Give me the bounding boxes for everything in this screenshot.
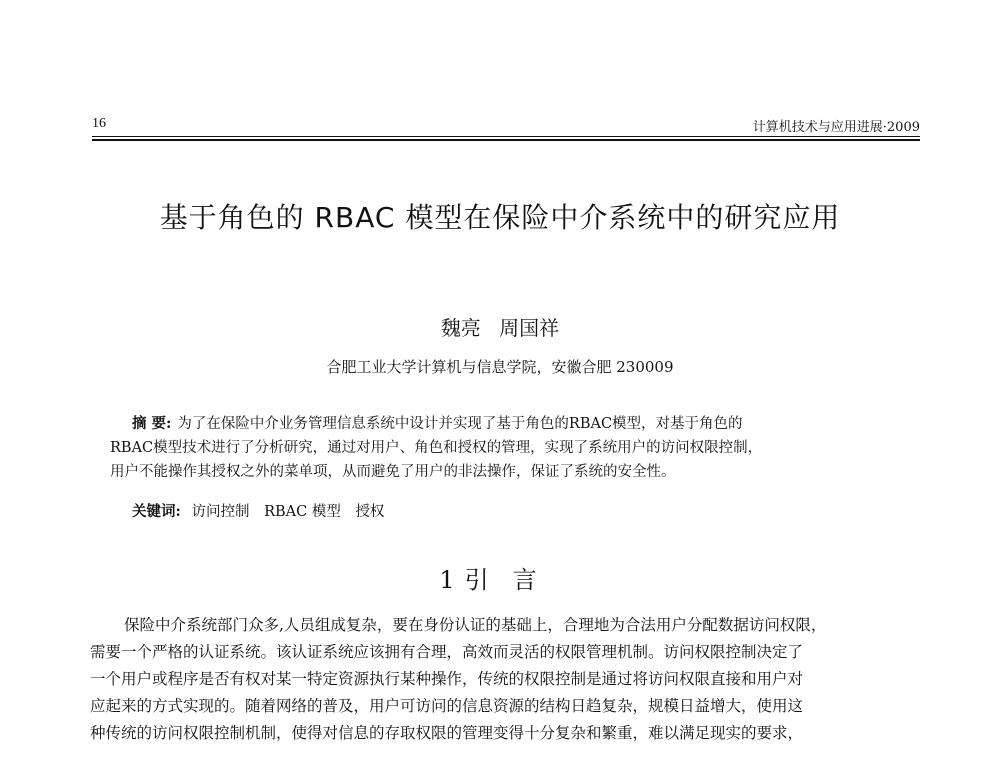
section-number: 1: [439, 566, 455, 594]
journal-name: 计算机技术与应用进展·2009: [752, 120, 920, 135]
running-header: [92, 116, 920, 136]
keyword-item: 授权: [355, 504, 385, 520]
body-text: [90, 612, 924, 747]
body-line: 一个用户或程序是否有权对某一特定资源执行某种操作，传统的权限控制是通过将访问权限直接和用户对: [90, 670, 804, 688]
body-line: 保险中介系统部门众多,人员组成复杂，要在身份认证的基础上，合理地为合法用户分配数据访问权限，: [124, 616, 827, 634]
body-line: 应起来的方式实现的。随着网络的普及，用户可访问的信息资源的结构日趋复杂，规模日益增大，使用这: [90, 697, 804, 715]
header-rule-thick: [92, 139, 920, 141]
section-title: 引言: [464, 566, 561, 594]
abstract-line: [110, 412, 910, 436]
paper-title: 基于角色的 RBAC 模型在保险中介系统中的研究应用: [159, 201, 841, 234]
body-line: 需要一个严格的认证系统。该认证系统应该拥有合理，高效而灵活的权限管理机制。访问权限控制决定了: [90, 643, 804, 661]
keywords-label: 关键词:: [132, 503, 181, 520]
keyword-item: 访问控制: [191, 504, 250, 520]
body-line: 种传统的访问权限控制机制，使得对信息的存取权限的管理变得十分复杂和繁重，难以满足现实的要求，: [90, 724, 804, 742]
keyword-item: RBAC 模型: [264, 504, 341, 520]
paper-affiliation: 合肥工业大学计算机与信息学院，安徽合肥 230009: [326, 358, 674, 376]
abstract: [110, 412, 910, 484]
abstract-line-text: 为了在保险中介业务管理信息系统中设计并实现了基于角色的RBAC模型，对基于角色的: [177, 416, 743, 432]
abstract-line: RBAC模型技术进行了分析研究，通过对用户、角色和授权的管理，实现了系统用户的访问权限控制，: [110, 440, 763, 456]
abstract-label: 摘 要:: [132, 415, 172, 432]
keywords: [132, 500, 394, 521]
section-heading: [0, 560, 1000, 595]
header-rule-thin: [92, 136, 920, 137]
paper-authors: 魏亮 周国祥: [440, 316, 560, 340]
abstract-line: 用户不能操作其授权之外的菜单项，从而避免了用户的非法操作，保证了系统的安全性。: [110, 464, 676, 480]
page-number: 16: [92, 116, 106, 131]
